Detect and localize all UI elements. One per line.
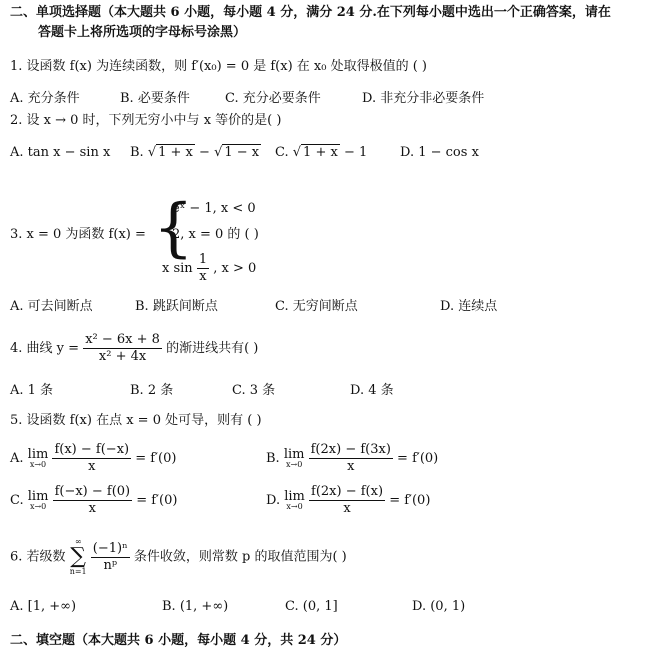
q2-b-prefix: B. bbox=[130, 145, 148, 160]
q6-option-a: A. [1, +∞) bbox=[10, 599, 77, 614]
q5-a-limsub: x→0 bbox=[29, 459, 47, 469]
q5-b-post: = f′(0) bbox=[397, 451, 439, 466]
q3-case3-num: 1 bbox=[198, 252, 208, 267]
q5-stem: 5. 设函数 f(x) 在点 x = 0 处可导，则有 ( ) bbox=[10, 413, 262, 428]
q2-c-prefix: C. bbox=[275, 145, 293, 160]
q5-a-post: = f′(0) bbox=[135, 451, 177, 466]
q1-stem: 1. 设函数 f(x) 为连续函数，则 f′(x₀) = 0 是 f(x) 在 x₀ 处取得极值的 ( ) bbox=[10, 59, 427, 74]
section1-title-cont: 答题卡上将所选项的字母标号涂黑） bbox=[38, 25, 247, 40]
q5-c-label: C. bbox=[10, 493, 24, 508]
q5-option-c bbox=[10, 484, 177, 517]
q1-option-c: C. 充分必要条件 bbox=[225, 91, 321, 106]
q5-d-post: = f′(0) bbox=[389, 493, 431, 508]
q3-case3-pre: x sin bbox=[162, 261, 193, 276]
q5-option-b bbox=[266, 442, 438, 475]
q5-d-num: f(2x) − f(x) bbox=[311, 484, 384, 499]
q1-option-b: B. 必要条件 bbox=[120, 91, 190, 106]
q6-stem bbox=[10, 538, 347, 576]
q6-den: nᵖ bbox=[103, 557, 118, 573]
q4-den: x² + 4x bbox=[98, 349, 147, 364]
q5-a-den: x bbox=[88, 459, 96, 474]
q6-sigma: ∑ bbox=[70, 544, 87, 569]
q6-num: (−1)ⁿ bbox=[92, 540, 128, 556]
q5-a-label: A. bbox=[10, 451, 24, 466]
q4-stem-post: 的渐进线共有( ) bbox=[166, 341, 259, 356]
q5-option-a bbox=[10, 442, 176, 475]
q6-option-d: D. (0, 1) bbox=[412, 599, 466, 614]
q6-option-c: C. (0, 1] bbox=[285, 599, 338, 614]
q3-option-c: C. 无穷间断点 bbox=[275, 299, 358, 314]
q5-c-post: = f′(0) bbox=[136, 493, 178, 508]
q3-brace: { bbox=[153, 191, 194, 265]
q3-option-d: D. 连续点 bbox=[440, 299, 498, 314]
q6-stem-post: 条件收敛，则常数 p 的取值范围为( ) bbox=[133, 549, 347, 565]
q6-sum-top: ∞ bbox=[74, 537, 82, 546]
q6-sum-bot: n=1 bbox=[69, 567, 87, 576]
q2-option-b: B. √ 1 + x − √ 1 − x bbox=[130, 145, 260, 160]
q5-b-label: B. bbox=[266, 451, 280, 466]
q5-c-num: f(−x) − f(0) bbox=[54, 484, 131, 499]
q2-stem: 2. 设 x → 0 时，下列无穷小中与 x 等价的是( ) bbox=[10, 113, 282, 128]
q3-case3-post: , x > 0 bbox=[213, 261, 257, 276]
q5-c-limsub: x→0 bbox=[29, 501, 47, 511]
q5-b-lim: lim bbox=[283, 446, 305, 462]
q4-option-d: D. 4 条 bbox=[350, 383, 394, 398]
q3-option-a: A. 可去间断点 bbox=[10, 299, 93, 314]
q4-option-a: A. 1 条 bbox=[10, 383, 54, 398]
q5-a-num: f(x) − f(−x) bbox=[54, 442, 130, 457]
q5-d-label: D. bbox=[266, 493, 281, 508]
q6-stem-pre: 6. 若级数 bbox=[10, 549, 66, 565]
q1-option-d: D. 非充分非必要条件 bbox=[362, 91, 485, 106]
q5-d-lim: lim bbox=[284, 488, 305, 504]
section2-title: 二、填空题（本大题共 6 小题，每小题 4 分，共 24 分） bbox=[10, 633, 347, 648]
q4-stem bbox=[10, 332, 258, 365]
q5-d-den: x bbox=[343, 501, 351, 516]
q2-b-mid: − bbox=[194, 145, 215, 160]
q2-c-root: 1 + x bbox=[303, 145, 338, 160]
q2-c-post: − 1 bbox=[339, 145, 368, 160]
q5-option-d bbox=[266, 484, 430, 517]
q2-b-root1: 1 + x bbox=[158, 145, 193, 160]
q1-option-a: A. 充分条件 bbox=[10, 91, 80, 106]
q4-stem-pre: 4. 曲线 y = bbox=[10, 341, 80, 356]
q5-d-limsub: x→0 bbox=[286, 501, 303, 511]
q3-option-b: B. 跳跃间断点 bbox=[135, 299, 218, 314]
q5-c-den: x bbox=[88, 501, 97, 516]
q3-case3 bbox=[162, 252, 256, 285]
section1-title: 二、单项选择题（本大题共 6 小题，每小题 4 分，满分 24 分.在下列每小题中选出一个正确答案，请在 bbox=[10, 5, 611, 20]
q6-option-b: B. (1, +∞) bbox=[162, 599, 229, 614]
q2-option-a: A. tan x − sin x bbox=[10, 145, 111, 160]
q3-case2: 2, x = 0 的 ( ) bbox=[172, 227, 259, 242]
q2-b-root2: 1 − x bbox=[224, 145, 260, 160]
q2-option-d: D. 1 − cos x bbox=[400, 145, 479, 160]
q2-option-c: C. √ 1 + x − 1 bbox=[275, 145, 368, 160]
q3-stem: 3. x = 0 为函数 f(x) = bbox=[10, 227, 146, 242]
q5-b-limsub: x→0 bbox=[286, 459, 303, 469]
q5-b-den: x bbox=[347, 459, 355, 474]
q5-c-lim: lim bbox=[27, 488, 49, 504]
q4-option-c: C. 3 条 bbox=[232, 383, 276, 398]
q3-case1: eˣ − 1, x < 0 bbox=[172, 201, 256, 216]
q5-a-lim: lim bbox=[27, 446, 49, 462]
q3-case3-den: x bbox=[199, 269, 207, 284]
q4-num: x² − 6x + 8 bbox=[85, 332, 160, 347]
q4-option-b: B. 2 条 bbox=[130, 383, 174, 398]
q5-b-num: f(2x) − f(3x) bbox=[310, 442, 391, 457]
